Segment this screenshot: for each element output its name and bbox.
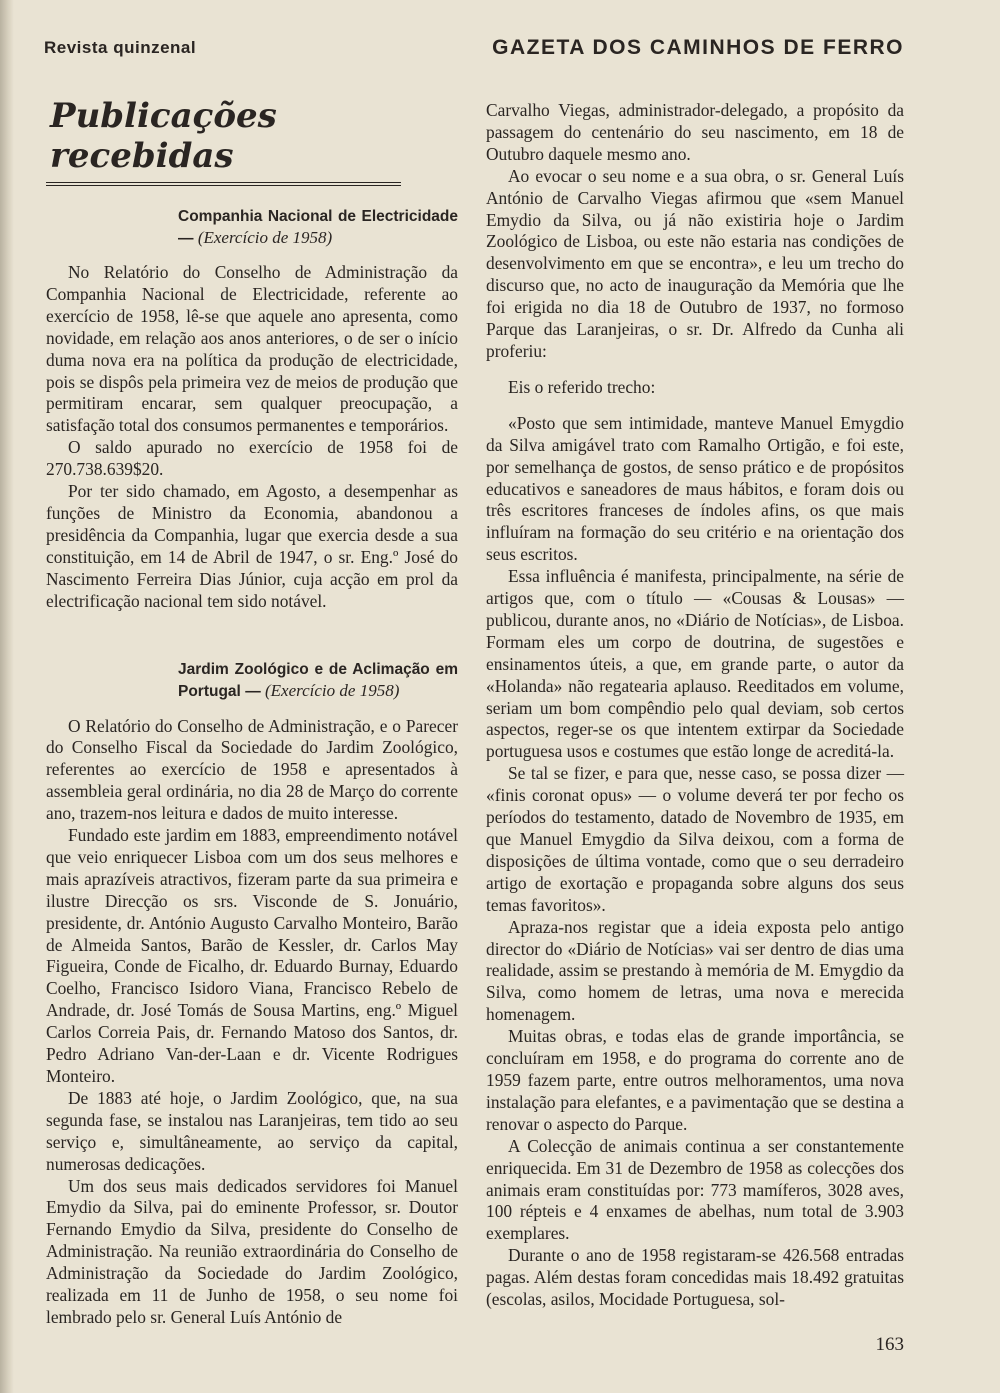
entry-2-paragraph: Ao evocar o seu nome e a sua obra, o sr. General Luís António de Carvalho Viegas afirmou que «sem Manuel Emydio da Silva, ou já não existiria hoje o Jardim Zoológico de Lisboa, ou este não estaria nas condições de desenvolvimento em que se encontra», e leu um trecho do discurso que, no acto de inauguração da Memória que lhe foi erigida no dia 18 de Outubro de 1937, no formoso Parque das Laranjeiras, o sr. Dr. Alfredo da Cunha ali proferiu: [486,165,904,361]
page-binding-shadow [0,0,14,1393]
title-underline [46,180,401,186]
entry-2-paragraph: De 1883 até hoje, o Jardim Zoológico, que, na sua segunda fase, se instalou nas Laranjeiras, tem tido ao seu serviço e, simultâneamente, ao serviço da capital, numerosas dedicações. [46,1087,458,1174]
entry-2-heading: Jardim Zoológico e de Aclimação em Portugal — (Exercício de 1958) [178,660,458,700]
entry-2-paragraph: Essa influência é manifesta, principalmente, na série de artigos que, com o título — «Cousas & Lousas» — publicou, durante anos, no «Diário de Notícias», de Lisboa. Formam eles um corpo de doutrina, de sugestões e ensinamentos úteis, a que, em grande parte, o autor da «Holanda» não regatearia aplauso. Reeditados em volume, seriam um bom compêndio pelo qual deviam, sob certos aspectos, reger-se os que intentem extirpar da Sociedade portuguesa usos e costumes que estão longe de acreditá-la. [486,566,904,762]
quote-paragraph: «Posto que sem intimidade, manteve Manuel Emygdio da Silva amigável trato com Ramalho Ortigão, e foi este, por semelhança de gostos, de senso prático e de propósitos educativos e saneadores de maus hábitos, e foram dois ou três escritores franceses de índoles afins, os que mais influíram na formação do seu critério e na orientação dos seus escritos. [486,412,904,565]
page-number: 163 [875,1334,904,1355]
running-header-left: Revista quinzenal [44,38,197,57]
entry-2-paragraph: Fundado este jardim em 1883, empreendimento notável que veio enriquecer Lisboa com um dos seus melhores e mais aprazíveis atractivos, fizeram parte da sua primeira e ilustre Direcção os srs. Visconde de S. Jonuário, presidente, dr. António Augusto Carvalho Monteiro, Barão de Almeida Santos, Barão de Kessler, dr. Carlos May Figueira, Conde de Ficalho, dr. Eduardo Burnay, Eduardo Coelho, Francisco Isidoro Viana, Francisco Rebelo de Andrade, dr. José Tomás de Sousa Martins, eng.º Miguel Carlos Correia Pais, dr. Fernando Matoso dos Santos, dr. Pedro Adriano Van-der-Laan e dr. Vicente Rodrigues Monteiro. [46,825,458,1086]
entry-2-heading-name: Jardim Zoológico e de Aclimação em Portugal [178,660,458,700]
section-title: Publicações recebidas [50,96,277,176]
continued-paragraph: Carvalho Viegas, administrador-delegado, a propósito da passagem do centenário do seu nascimento, em 18 de Outubro daquele mesmo ano. [486,100,904,164]
quote-intro: Eis o referido trecho: [508,376,656,397]
entry-1-paragraph: Por ter sido chamado, em Agosto, a desempenhar as funções de Ministro da Economia, abandonou a presidência da Companhia, lugar que exercia desde a sua constituição, em 14 de Abril de 1947, o sr. Eng.º José do Nascimento Ferreira Dias Júnior, cuja acção em prol da electrificação nacional tem sido notável. [46,481,458,611]
entry-2-paragraph: Muitas obras, e todas elas de grande importância, se concluíram em 1958, e do programa do corrente ano de 1959 fazem parte, entre outros melhoramentos, uma nova instalação para elefantes, e a pavimentação que se destina a renovar o aspecto do Parque. [486,1026,904,1134]
entry-2-paragraph: Se tal se fizer, e para que, nesse caso, se possa dizer — «finis coronat opus» — o volume deverá ter por fecho os períodos do testamento, datado de Novembro de 1935, em que Manuel Emygdio da Silva deixou, com a forma de disposições de última vontade, como que o seu derradeiro artigo de exortação e propaganda sobre alguns dos seus temas favoritos». [486,763,904,915]
entry-2-paragraph: A Colecção de animais continua a ser constantemente enriquecida. Em 31 de Dezembro de 1958 as colecções dos animais eram constituídas por: 773 mamíferos, 3028 aves, 100 répteis e 4 enxames de abelhas, num total de 3.903 exemplares. [486,1135,904,1244]
left-column [46,96,458,1329]
entry-1-paragraph: No Relatório do Conselho de Administração da Companhia Nacional de Electricidade, referente ao exercício de 1958, lê-se que aquele ano apresenta, como novidade, em relação aos anos anteriores, o de ser o início duma nova era na política da produção de electricidade, pois se dispôs pela primeira vez de meios de produção que permitiram encarar, sem qualquer preocupação, a satisfação total dos consumos permanentes e temporários. [46,262,458,436]
entry-2-paragraph: Apraza-nos registar que a ideia exposta pelo antigo director do «Diário de Notícias» vai ser dentro de dias uma realidade, assim se prestando à memória de M. Emygdio da Silva, como homem de letras, uma nova e merecida homenagem. [486,916,904,1025]
running-header-right: GAZETA DOS CAMINHOS DE FERRO [492,36,904,59]
entry-1-heading: Companhia Nacional de Electricidade — (Exercício de 1958) [178,208,458,247]
entry-1-exercise: (Exercício de 1958) [197,228,333,247]
entry-1-heading-name: Companhia Nacional de Electricidade [178,208,458,225]
spacer [486,399,904,413]
entry-1-paragraph: O saldo apurado no exercício de 1958 foi de 270.738.639$20. [46,437,458,480]
entry-2-paragraph: Um dos seus mais dedicados servidores foi Manuel Emydio da Silva, pai do eminente Professor, sr. Doutor Fernando Emydio da Silva, presidente do Conselho de Administração. Na reunião extraordinária do Conselho de Administração da Sociedade do Jardim Zoológico, realizada em 11 de Junho de 1958, o seu nome foi lembrado pelo sr. General Luís António de [46,1175,458,1327]
entry-2-paragraph: O Relatório do Conselho de Administração, e o Parecer do Conselho Fiscal da Sociedade do Jardim Zoológico, referentes ao exercício de 1958 e apresentados à assembleia geral ordinária, no dia 28 de Março do corrente ano, trazem-nos leitura e dados de muito interesse. [46,715,458,824]
entry-2-paragraph: Durante o ano de 1958 registaram-se 426.568 entradas pagas. Além destas foram concedidas mais 18.492 gratuitas (escolas, asilos, Mocidade Portuguesa, sol- [486,1245,904,1310]
entry-2-exercise: (Exercício de 1958) [265,680,400,700]
right-column [486,100,904,1311]
spacer [486,363,904,377]
